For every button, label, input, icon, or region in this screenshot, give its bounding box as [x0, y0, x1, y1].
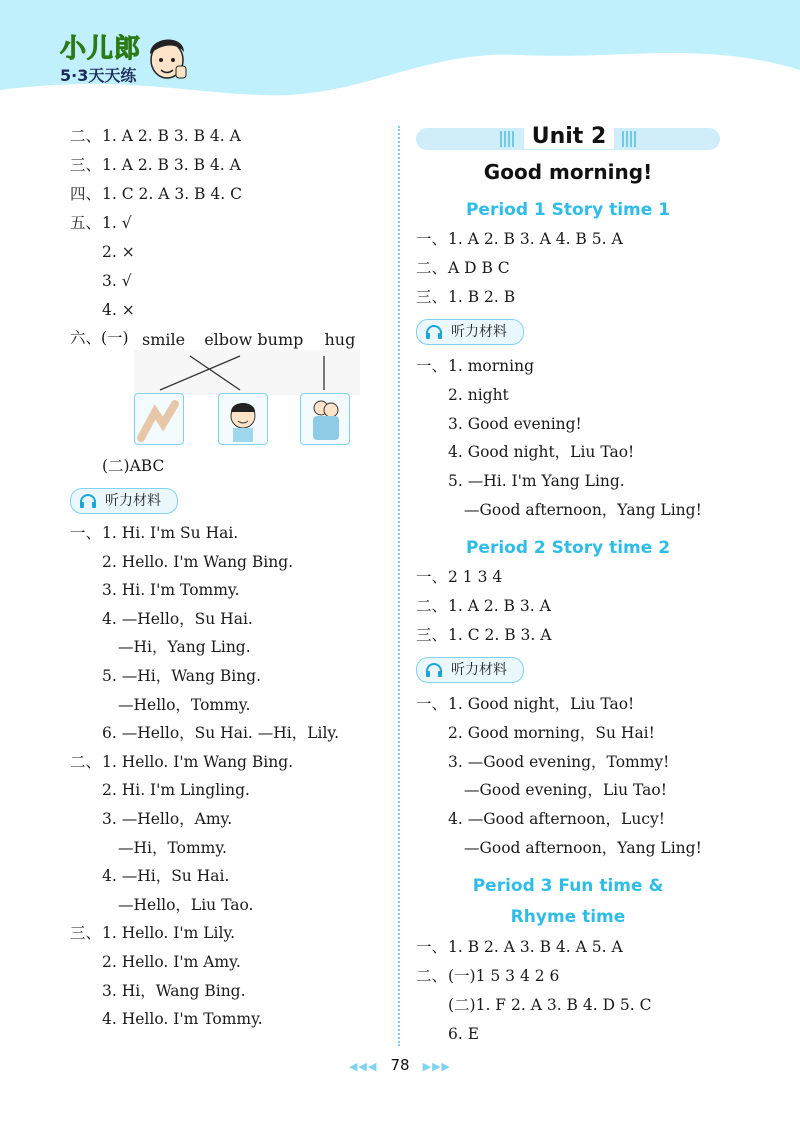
answer-line: 1. Hi. I'm Su Hai. [102, 524, 239, 542]
answer-line: 4. Good night，Liu Tao! [448, 443, 635, 462]
answer-line: 1. A 2. B 3. A [448, 597, 551, 615]
answer-line: —Good evening，Liu Tao! [464, 781, 667, 800]
six-part2: (二)ABC [102, 457, 165, 475]
picture-elbow-bump [134, 393, 184, 445]
section-label: 三、 [416, 288, 448, 306]
answer-line: 1. B 2. A 3. B 4. A 5. A [448, 938, 623, 956]
period-3-title-line2: Rhyme time [510, 907, 626, 927]
period-1-title: Period 1 Story time 1 [465, 200, 671, 220]
answer-line: 2. Hello. I'm Wang Bing. [102, 552, 294, 571]
listening-badge-p1 [416, 319, 524, 345]
section-label: 一、 [416, 938, 448, 956]
section-label: 二、 [70, 752, 102, 771]
answer-line: 2. night [448, 385, 509, 404]
answer-line: (二)1. F 2. A 3. B 4. D 5. C [448, 996, 652, 1014]
mascot-boy-icon [142, 30, 192, 86]
section-label: 五、 [70, 214, 102, 232]
answer-line: —Good afternoon，Yang Ling! [464, 501, 702, 519]
left-arrows-icon: ◀◀◀ [348, 1060, 378, 1073]
answer-line: 1. B 2. B [448, 288, 516, 306]
page-footer [0, 1055, 800, 1074]
section-label: 四、 [70, 185, 102, 203]
answer-line: —Good afternoon，Yang Ling! [464, 839, 702, 857]
answer-line: 4. —Good afternoon，Lucy! [448, 810, 665, 829]
answer-line: (一)1 5 3 4 2 6 [448, 967, 560, 985]
answer-line: 1. Hello. I'm Wang Bing. [102, 752, 294, 771]
answer-line: 1. A 2. B 3. B 4. A [102, 127, 241, 145]
listening-label: 听力材料 [451, 324, 507, 340]
answer-line: 4. —Hello，Su Hai. [102, 609, 253, 628]
column-divider [398, 126, 400, 1046]
answer-line: 3. —Good evening，Tommy! [448, 752, 670, 771]
section-label: 一、 [416, 230, 448, 248]
answer-line: 3. Good evening! [448, 414, 582, 433]
picture-hug [300, 393, 350, 445]
six-label: 六、(一) [70, 329, 129, 347]
logo-title: 小儿郎 [60, 34, 142, 64]
answer-line: 5. —Hi，Wang Bing. [102, 667, 262, 685]
answer-line: 1. √ [102, 214, 132, 232]
section-label: 三、 [70, 156, 102, 174]
section-label: 二、 [416, 259, 448, 277]
answer-line: 3. √ [102, 272, 132, 290]
page-header [0, 0, 800, 110]
listening-label: 听力材料 [451, 662, 507, 678]
answer-line: —Hello，Tommy. [118, 695, 251, 714]
page-number: 78 [390, 1056, 410, 1074]
answer-line: 1. A 2. B 3. A 4. B 5. A [448, 230, 623, 248]
section-label: 一、 [416, 568, 448, 586]
section-label: 二、 [416, 967, 448, 985]
answer-line: 1. morning [448, 357, 534, 375]
answer-line: —Hi，Yang Ling. [118, 638, 251, 657]
match-words [142, 330, 355, 349]
unit-bar-stripes-left [500, 131, 516, 147]
answer-line: 5. —Hi. I'm Yang Ling. [448, 472, 625, 491]
section-label: 一、 [416, 695, 448, 713]
answer-line: 3. —Hello，Amy. [102, 810, 233, 828]
section-label: 三、 [416, 626, 448, 644]
period-3-title-line1: Period 3 Fun time & [472, 876, 664, 896]
answer-line: 3. Hi，Wang Bing. [102, 981, 246, 1000]
answer-line: 4. —Hi，Su Hai. [102, 867, 230, 886]
match-lines [130, 350, 360, 395]
answer-line: 4. × [102, 301, 135, 319]
answer-line: 3. Hi. I'm Tommy. [102, 581, 240, 600]
headphones-icon [425, 662, 443, 678]
answer-line: 4. Hello. I'm Tommy. [102, 1010, 263, 1029]
answer-line: 6. —Hello，Su Hai. —Hi，Lily. [102, 724, 340, 743]
answer-line: 1. C 2. A 3. B 4. C [102, 185, 242, 203]
answer-line: 2. Hello. I'm Amy. [102, 953, 241, 971]
unit-subtitle: Good morning! [483, 160, 653, 184]
answer-line: 2. Hi. I'm Lingling. [102, 781, 250, 800]
section-label: 二、 [416, 597, 448, 615]
answer-line: 2 1 3 4 [448, 568, 503, 586]
answer-line: A D B C [448, 259, 510, 277]
listening-badge-p2 [416, 657, 524, 683]
section-label: 一、 [70, 524, 102, 542]
match-word-smile: smile [142, 330, 186, 349]
section-label: 三、 [70, 924, 102, 943]
section-label: 二、 [70, 127, 102, 145]
listening-badge-left [70, 488, 178, 514]
listening-label: 听力材料 [105, 493, 161, 509]
match-word-elbow-bump: elbow bump [204, 330, 304, 349]
period-2-title: Period 2 Story time 2 [465, 538, 671, 558]
answer-line: 2. × [102, 243, 135, 261]
answer-line: 1. Hello. I'm Lily. [102, 924, 236, 943]
section-label: 一、 [416, 357, 448, 375]
unit-title: Unit 2 [524, 124, 614, 149]
logo-subtitle: 5·3天天练 [60, 66, 137, 85]
match-word-hug: hug [324, 330, 356, 349]
right-arrows-icon: ▶▶▶ [422, 1060, 452, 1073]
answer-line: 6. E [448, 1025, 480, 1043]
headphones-icon [425, 324, 443, 340]
answer-line: 1. C 2. B 3. A [448, 626, 552, 644]
answer-line: —Hello，Liu Tao. [118, 895, 254, 914]
answer-line: 1. A 2. B 3. B 4. A [102, 156, 241, 174]
picture-smile [218, 393, 268, 445]
answer-line: 1. Good night，Liu Tao! [448, 695, 635, 713]
logo [60, 28, 141, 86]
answer-line: 2. Good morning，Su Hai! [448, 723, 655, 742]
headphones-icon [79, 493, 97, 509]
answer-line: —Hi，Tommy. [118, 838, 227, 857]
unit-bar-stripes-right [622, 131, 638, 147]
